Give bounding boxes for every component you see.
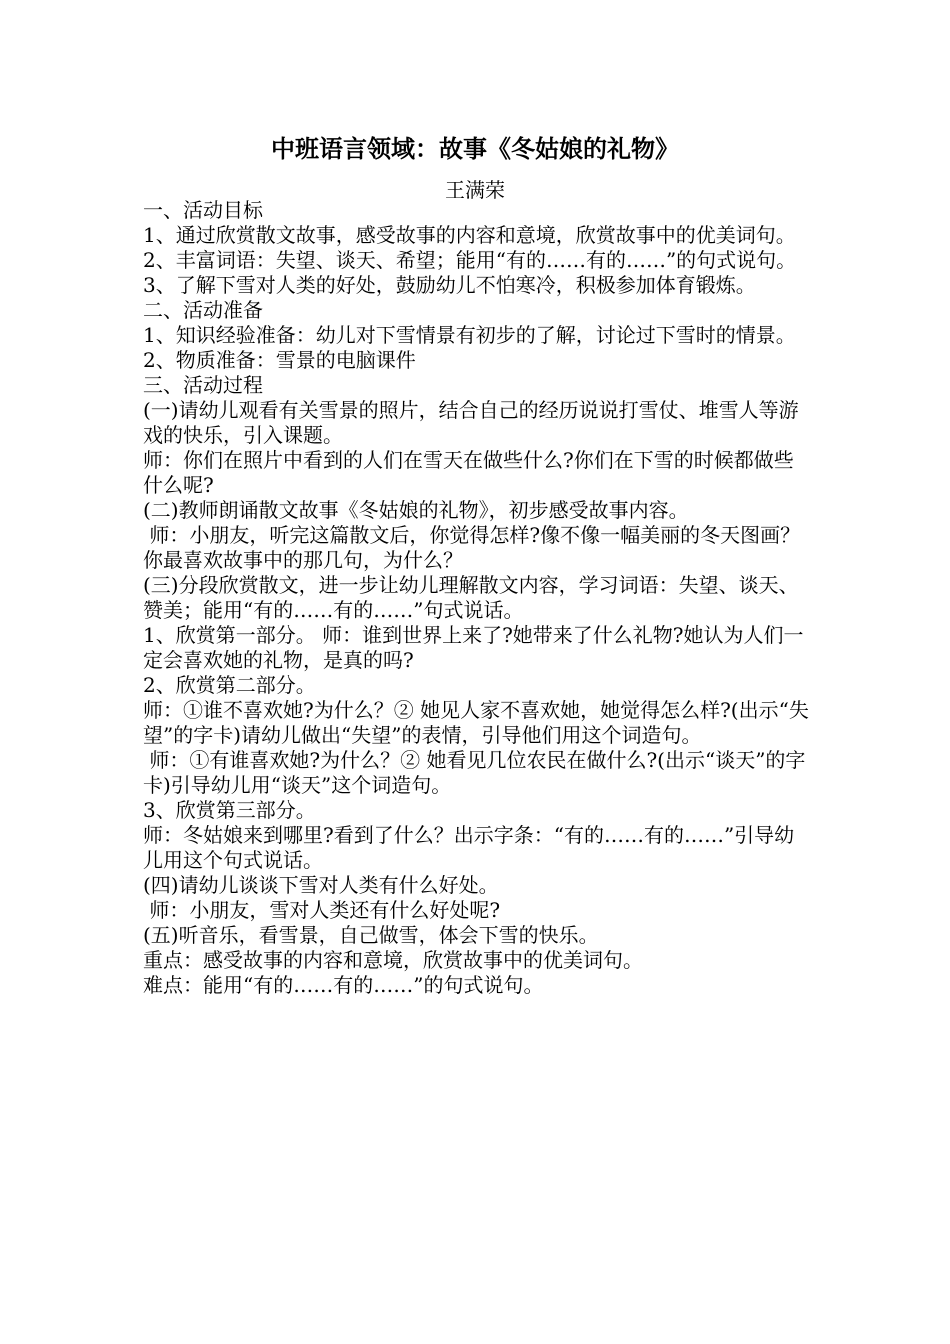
paragraph: 1、欣赏第一部分。 师：谁到世界上来了?她带来了什么礼物?她认为人们一定会喜欢她的礼物，是真的吗? <box>143 623 804 672</box>
paragraph: 2、丰富词语：失望、谈天、希望；能用“有的……有的……”的句式说句。 <box>143 248 797 272</box>
section-heading-preparation: 二、活动准备 <box>143 298 263 322</box>
document-body <box>143 198 813 998</box>
paragraph: 2、欣赏第二部分。 <box>143 673 316 697</box>
paragraph: 师：小朋友，雪对人类还有什么好处呢? <box>143 898 501 922</box>
paragraph: (一)请幼儿观看有关雪景的照片，结合自己的经历说说打雪仗、堆雪人等游戏的快乐，引入课题。 <box>143 398 799 447</box>
paragraph: (三)分段欣赏散文，进一步让幼儿理解散文内容，学习词语：失望、谈天、赞美；能用“有的……有的……”句式说话。 <box>143 573 799 622</box>
paragraph: 1、知识经验准备：幼儿对下雪情景有初步的了解，讨论过下雪时的情景。 <box>143 323 796 347</box>
difficult-point: 难点：能用“有的……有的……”的句式说句。 <box>143 973 544 997</box>
paragraph: 1、通过欣赏散文故事，感受故事的内容和意境，欣赏故事中的优美词句。 <box>143 223 796 247</box>
paragraph: 师：冬姑娘来到哪里?看到了什么？出示字条：“有的……有的……”引导幼儿用这个句式说话。 <box>143 823 795 872</box>
paragraph: (四)请幼儿谈谈下雪对人类有什么好处。 <box>143 873 499 897</box>
section-heading-process: 三、活动过程 <box>143 373 263 397</box>
paragraph: (五)听音乐，看雪景，自己做雪，体会下雪的快乐。 <box>143 923 599 947</box>
section-heading-goals: 一、活动目标 <box>143 198 263 222</box>
paragraph: (二)教师朗诵散文故事《冬姑娘的礼物》，初步感受故事内容。 <box>143 498 689 522</box>
key-point: 重点：感受故事的内容和意境，欣赏故事中的优美词句。 <box>143 948 643 972</box>
document-title: 中班语言领域：故事《冬姑娘的礼物》 <box>271 135 679 163</box>
paragraph: 师：①谁不喜欢她?为什么？② 她见人家不喜欢她，她觉得怎么样?(出示“失望”的字卡)请幼儿做出“失望”的表情，引导他们用这个词造句。 <box>143 698 809 747</box>
paragraph: 师：①有谁喜欢她?为什么？② 她看见几位农民在做什么?(出示“谈天”的字卡)引导幼儿用“谈天”这个词造句。 <box>143 748 806 797</box>
paragraph: 3、欣赏第三部分。 <box>143 798 316 822</box>
paragraph: 师：小朋友，听完这篇散文后，你觉得怎样?像不像一幅美丽的冬天图画？你最喜欢故事中的那几句，为什么？ <box>143 523 801 572</box>
document-author: 王满荣 <box>445 178 505 202</box>
paragraph: 3、了解下雪对人类的好处，鼓励幼儿不怕寒冷，积极参加体育锻炼。 <box>143 273 756 297</box>
paragraph: 2、物质准备：雪景的电脑课件 <box>143 348 416 372</box>
paragraph: 师：你们在照片中看到的人们在雪天在做些什么?你们在下雪的时候都做些什么呢? <box>143 448 794 497</box>
